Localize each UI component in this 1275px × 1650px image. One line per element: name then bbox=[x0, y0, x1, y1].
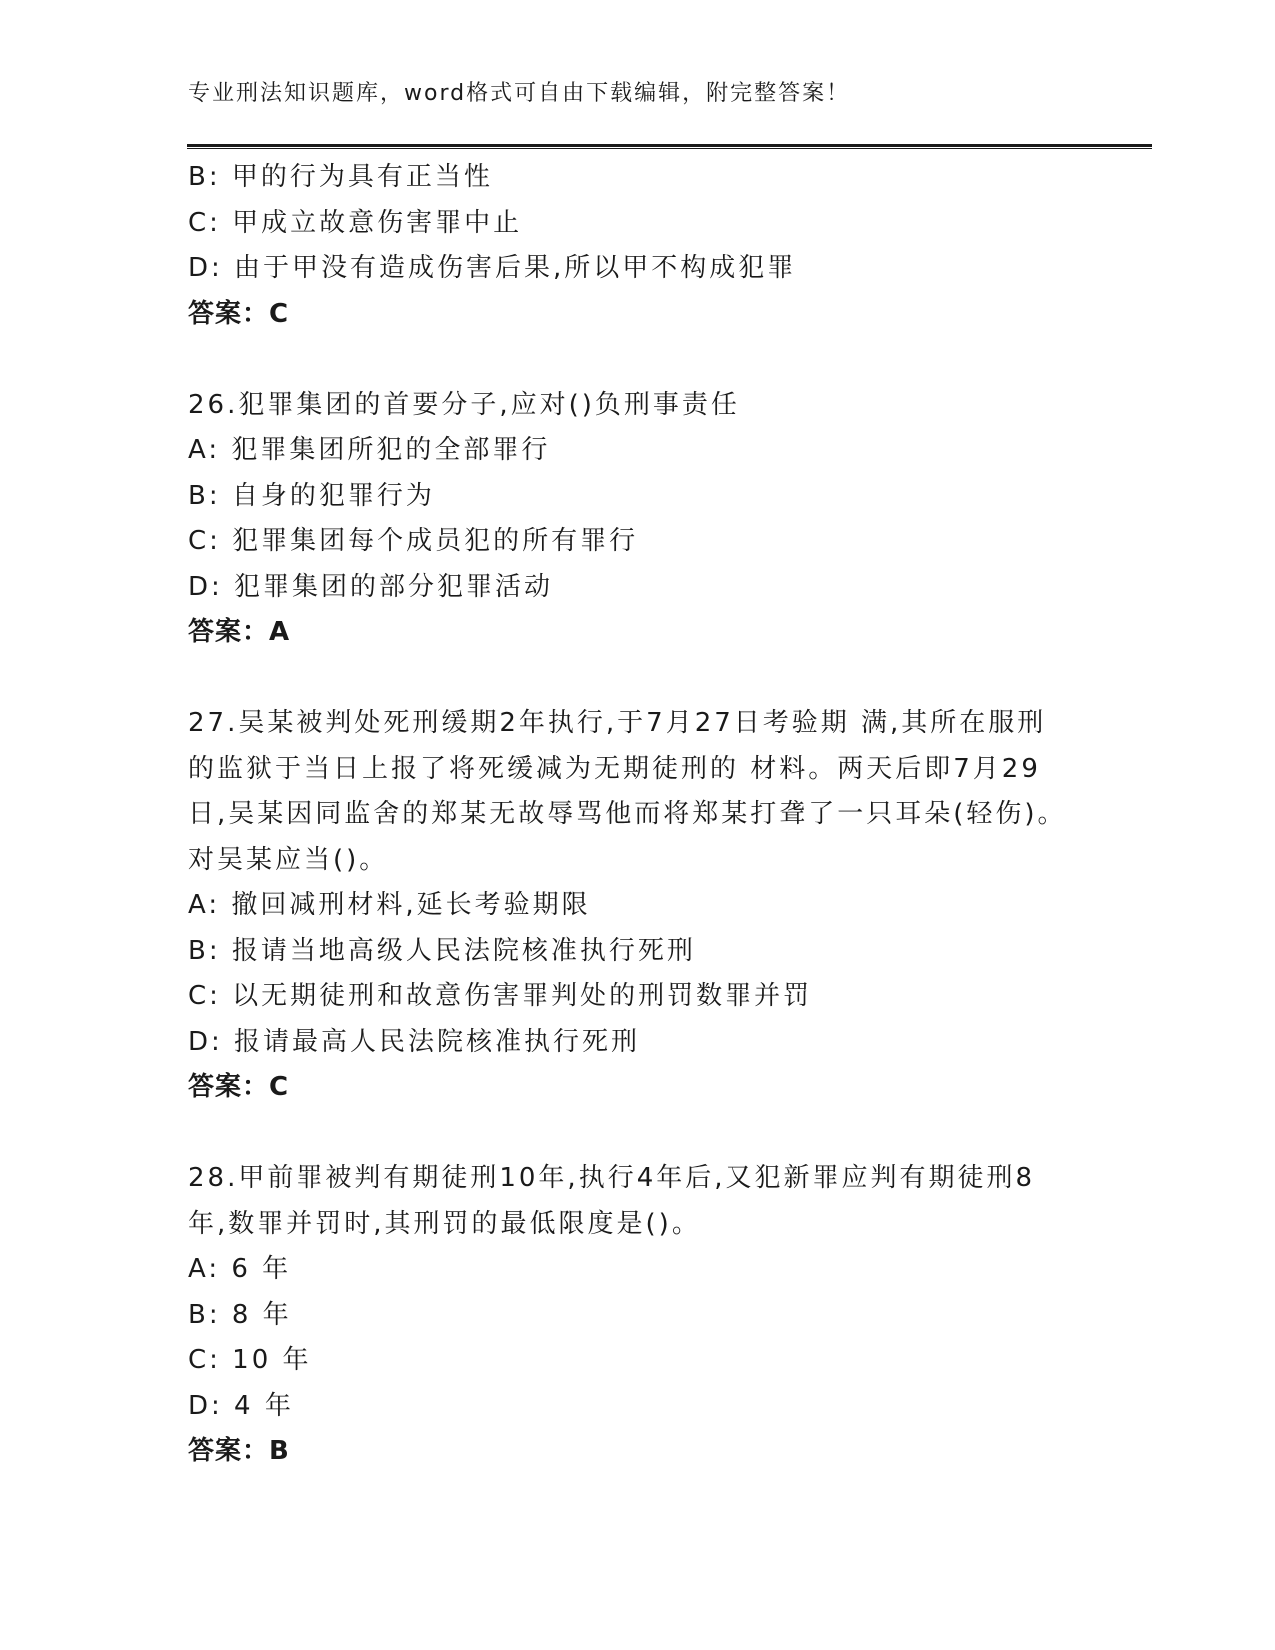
spacer bbox=[188, 1111, 1088, 1157]
option-d: D: 由于甲没有造成伤害后果,所以甲不构成犯罪 bbox=[188, 253, 797, 283]
question-25 bbox=[188, 155, 1088, 337]
option-c: C: 甲成立故意伤害罪中止 bbox=[188, 207, 523, 238]
answer-line: 答案：C bbox=[188, 298, 290, 329]
question-stem-line-1: 27.吴某被判处死刑缓期2年执行,于7月27日考验期 满,其所在服刑 bbox=[188, 708, 1047, 738]
option-a: A: 6 年 bbox=[188, 1254, 292, 1284]
spacer bbox=[188, 337, 1088, 383]
question-27 bbox=[188, 701, 1088, 1111]
question-stem-line-3: 日,吴某因同监舍的郑某无故辱骂他而将郑某打聋了一只耳朵(轻伤)。 bbox=[188, 799, 1067, 829]
question-stem-line-2: 年,数罪并罚时,其刑罚的最低限度是()。 bbox=[188, 1208, 701, 1239]
option-d: D: 报请最高人民法院核准执行死刑 bbox=[188, 1026, 641, 1057]
header-divider bbox=[187, 144, 1152, 149]
question-stem-line-4: 对吴某应当()。 bbox=[188, 844, 389, 875]
page-header: 专业刑法知识题库，word格式可自由下载编辑，附完整答案！ bbox=[188, 81, 851, 106]
question-26 bbox=[188, 383, 1088, 656]
option-c: C: 10 年 bbox=[188, 1345, 312, 1375]
question-stem-line-2: 的监狱于当日上报了将死缓减为无期徒刑的 材料。两天后即7月29 bbox=[188, 753, 1041, 784]
option-b: B: 自身的犯罪行为 bbox=[188, 480, 435, 511]
answer-line: 答案：C bbox=[188, 1072, 290, 1102]
option-a: A: 撤回减刑材料,延长考验期限 bbox=[188, 890, 591, 920]
answer-line: 答案：A bbox=[188, 617, 291, 647]
option-b: B: 报请当地高级人民法院核准执行死刑 bbox=[188, 935, 696, 966]
option-d: D: 犯罪集团的部分犯罪活动 bbox=[188, 571, 554, 602]
question-stem: 26.犯罪集团的首要分子,应对()负刑事责任 bbox=[188, 389, 740, 420]
answer-line: 答案：B bbox=[188, 1436, 290, 1466]
question-stem-line-1: 28.甲前罪被判有期徒刑10年,执行4年后,又犯新罪应判有期徒刑8 bbox=[188, 1163, 1036, 1193]
option-b: B: 8 年 bbox=[188, 1299, 292, 1330]
option-a: A: 犯罪集团所犯的全部罪行 bbox=[188, 435, 551, 465]
question-list bbox=[188, 155, 1088, 1475]
option-d: D: 4 年 bbox=[188, 1390, 294, 1421]
spacer bbox=[188, 656, 1088, 702]
question-28 bbox=[188, 1156, 1088, 1475]
option-c: C: 犯罪集团每个成员犯的所有罪行 bbox=[188, 526, 639, 556]
option-b: B: 甲的行为具有正当性 bbox=[188, 162, 493, 192]
option-c: C: 以无期徒刑和故意伤害罪判处的刑罚数罪并罚 bbox=[188, 981, 813, 1011]
